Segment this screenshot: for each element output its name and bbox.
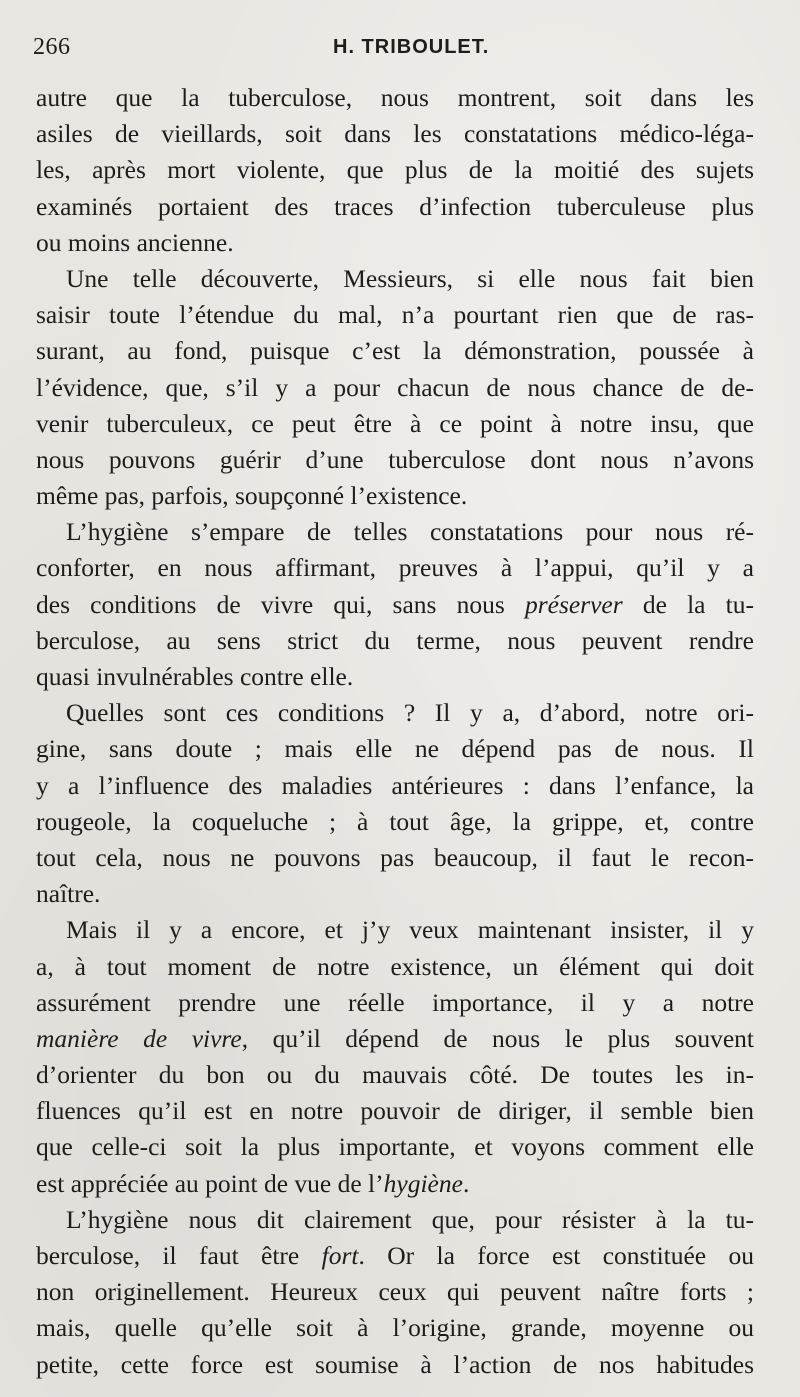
text-line [36,80,754,116]
text-line [36,804,754,840]
text-line [36,659,754,695]
text-line [36,1166,754,1202]
text-line [36,152,754,188]
text-segment: saisir toute l’étendue du mal, n’a pourtant rien que de ras- [36,300,754,330]
text-line [36,478,754,514]
text-line [36,297,754,333]
text-segment: surant, au fond, puisque c’est la démonstration, poussée à [36,336,754,366]
text-line [36,876,754,912]
text-line [36,695,754,731]
text-segment: l’évidence, que, s’il y a pour chacun de nous chance de de- [36,372,754,402]
text-segment: de la tu- [622,589,754,619]
text-segment: assurément prendre une réelle importance, il y a notre [36,987,754,1017]
text-segment: non originellement. Heureux ceux qui peuvent naître forts ; [36,1277,754,1307]
text-segment: les, après mort violente, que plus de la moitié des sujets [36,155,754,185]
text-line [36,189,754,225]
italic-text: manière de vivre [36,1023,242,1053]
text-segment: venir tuberculeux, ce peut être à ce point à notre insu, que [36,408,754,438]
running-head: H. TRIBOULET. [333,36,490,58]
text-line [36,225,754,261]
text-line [36,1129,754,1165]
text-segment: mais, quelle qu’elle soit à l’origine, grande, moyenne ou [36,1313,754,1343]
page-number: 266 [33,34,71,60]
text-line [36,985,754,1021]
text-segment: Mais il y a encore, et j’y veux maintenant insister, il y [66,915,754,945]
text-line [36,514,754,550]
text-segment: gine, sans doute ; mais elle ne dépend pas de nous. Il [36,734,754,764]
page-header [33,34,750,70]
text-segment: que celle-ci soit la plus importante, et voyons comment elle [36,1132,754,1162]
text-segment: d’orienter du bon ou du mauvais côté. De toutes les in- [36,1060,754,1090]
text-segment: fluences qu’il est en notre pouvoir de diriger, il semble bien [36,1096,754,1126]
italic-text: fort [321,1241,359,1270]
text-segment: autre que la tuberculose, nous montrent, soit dans les [36,83,754,112]
text-line [36,1310,754,1346]
text-line [36,587,754,623]
italic-text: préserver [524,589,623,619]
text-segment: Une telle découverte, Messieurs, si elle nous fait bien [66,263,754,293]
text-segment: conforter, en nous affirmant, preuves à l’appui, qu’il y a [36,553,754,583]
text-line [36,333,754,369]
text-segment: L’hygiène s’empare de telles constatations pour nous ré- [66,517,754,547]
text-segment: est appréciée au point de vue de l’ [36,1168,384,1198]
text-line [36,370,754,406]
text-line [36,1057,754,1093]
text-segment: . Or la force est constituée ou [358,1241,755,1270]
text-line [36,840,754,876]
text-segment: . [462,1168,470,1198]
text-line [36,731,754,767]
text-segment: ou moins ancienne. [36,227,234,257]
text-segment: L’hygiène nous dit clairement que, pour résister à la tu- [66,1204,754,1234]
text-segment: berculose, il faut être [36,1241,322,1270]
text-segment: a, à tout moment de notre existence, un élément qui doit [36,951,754,981]
text-line [36,949,754,985]
text-segment: tout cela, nous ne pouvons pas beaucoup, il faut le recon- [36,842,754,872]
text-segment: quasi invulnérables contre elle. [36,662,354,691]
text-segment: examinés portaient des traces d’infection tuberculeuse plus [36,191,754,221]
text-segment: Quelles sont ces conditions ? Il y a, d’abord, notre ori- [66,698,754,728]
text-line [36,116,754,152]
text-line [36,1093,754,1129]
text-segment: y a l’influence des maladies antérieures : dans l’enfance, la [36,770,754,800]
text-line [36,1274,754,1310]
text-line [36,550,754,586]
text-segment: , qu’il dépend de nous le plus souvent [241,1023,754,1053]
text-line [36,1202,754,1238]
italic-text: hygiène [383,1168,463,1198]
text-segment: asiles de vieillards, soit dans les constatations médico-léga- [36,119,754,149]
text-segment: berculose, au sens strict du terme, nous peuvent rendre [36,625,754,655]
text-line [36,768,754,804]
text-segment: nous pouvons guérir d’une tuberculose dont nous n’avons [36,444,754,474]
text-segment: rougeole, la coqueluche ; à tout âge, la grippe, et, contre [36,806,754,836]
text-segment: petite, cette force est soumise à l’action de nos habitudes [36,1349,754,1379]
body-text [36,80,754,1383]
text-segment: naître. [36,879,101,909]
text-line [36,406,754,442]
text-segment: même pas, parfois, soupçonné l’existence. [36,481,468,511]
text-line [36,912,754,948]
text-line [36,261,754,297]
text-line [36,623,754,659]
text-line [36,1238,754,1274]
text-line [36,442,754,478]
text-segment: des conditions de vivre qui, sans nous [36,589,525,619]
text-line [36,1347,754,1383]
text-line [36,1021,754,1057]
